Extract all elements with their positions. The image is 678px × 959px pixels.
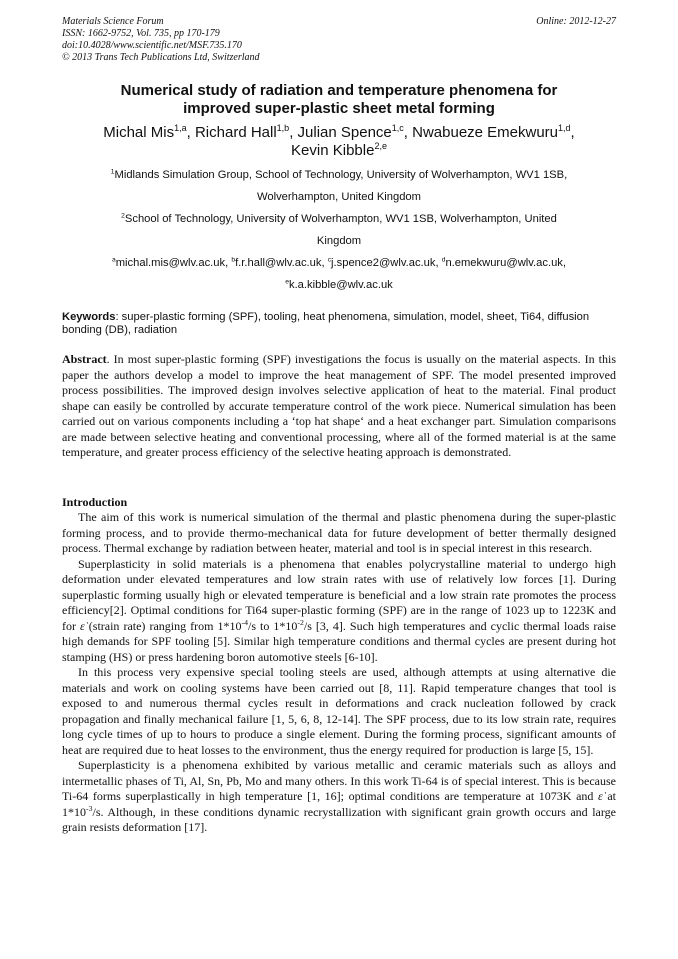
- email-marker: c: [327, 256, 332, 264]
- abstract-label: Abstract: [62, 352, 107, 366]
- affiliation-text: Midlands Simulation Group, School of Technology, University of Wolverhampton, WV1 1SB,: [114, 169, 568, 181]
- affiliation-text: School of Technology, University of Wolverhampton, WV1 1SB, Wolverhampton, United: [124, 213, 557, 225]
- journal-header: [62, 16, 616, 64]
- author-separator: ,: [403, 124, 413, 141]
- author: Julian Spence: [297, 124, 392, 141]
- intro-paragraph-1: The aim of this work is numerical simulation of the thermal and plastic phenomena during the super-plastic forming process, and to provide thermo-mechanical data for future development of better thermally designed process. Thermal exchange by radiation between heater, material and tool is in special interest in this research.: [62, 510, 616, 555]
- paragraph-text: /s [3, 4]. Such high temperatures and cyclic thermal loads raise high demands for SPF tooling [5]. Similar high temperature conditions and thermal cycles are present during hot stamping (HS) or press hardening boron automotive steels [6-10].: [62, 618, 616, 664]
- abstract-text: . In most super-plastic forming (SPF) investigations the focus is usually on the material aspects. In this paper the authors develop a model to improve the heat management of SPF. The model presented improved process possibilities. The improved design involves selective application of heat to the material. Final product shape can easily be controlled by accurate temperature control of the work piece. Numerical simulation has been carried out on various components including a ‘top hat shape‘ and a heat exchanger part. Simulation comparisons are made between selective heating and conventional processing, where all of the formed material is at the same temperature, and greater process efficiency of the selective heating approach is demonstrated.: [62, 352, 616, 459]
- introduction-heading: Introduction: [62, 495, 128, 509]
- strain-rate-symbol: ε̇: [80, 618, 85, 633]
- author: Michal Mis: [103, 124, 175, 141]
- affiliation-marker: 1: [110, 168, 115, 176]
- abstract-section: [62, 352, 616, 461]
- copyright-line: © 2013 Trans Tech Publications Ltd, Switzerland: [62, 52, 260, 63]
- journal-name: Materials Science Forum: [62, 16, 164, 27]
- paragraph-text: at 1*10: [62, 789, 616, 819]
- author-affil-marker: 1,c: [391, 123, 404, 133]
- keywords-section: [62, 311, 616, 337]
- paragraph-text: (strain rate) ranging from 1*10: [84, 618, 242, 633]
- exponent: -4: [241, 617, 248, 627]
- email-address[interactable]: j.spence2@wlv.ac.uk,: [331, 257, 442, 269]
- title-line-1: Numerical study of radiation and temperature phenomena for: [120, 82, 558, 99]
- email-marker: d: [441, 256, 446, 264]
- strain-rate-symbol: ε̇: [598, 789, 603, 803]
- author-affil-marker: 1,d: [558, 123, 571, 133]
- doi-line: doi:10.4028/www.scientific.net/MSF.735.170: [62, 40, 242, 51]
- issn-line: ISSN: 1662-9752, Vol. 735, pp 170-179: [62, 28, 220, 39]
- author: Richard Hall: [194, 124, 277, 141]
- author: Nwabueze Emekwuru: [412, 124, 559, 141]
- keywords-label: Keywords: [62, 311, 116, 323]
- affiliation-marker: 2: [121, 212, 125, 220]
- email-marker: a: [111, 256, 116, 264]
- paragraph-text: Superplasticity is a phenomena exhibited by various metallic and ceramic materials such as alloys and intermetallic phases of Ti, Al, Sn, Pb, Mo and many others. In this work Ti-64 is of special interest. This is because Ti-64 forms superplastically in high temperature [1, 16]; optimal conditions are temperature at 1073K and: [62, 758, 616, 803]
- paragraph-text: /s. Although, in these conditions dynamic recrystallization with significant grain growth occurs and large grain resists deformation [17].: [62, 804, 616, 834]
- paragraph-text: Superplasticity in solid materials is a phenomena that enables polycrystalline material to undergo high deformation under elevated temperatures and low strain rates with use of relatively low forces [1]. During superplastic forming usually high or elevated temperature is beneficial and a low strain rate promotes the process efficiency[2]. Optimal conditions for Ti64 super-plastic forming (SPF) are in the range of 1023 up to 1223K and for: [62, 556, 616, 633]
- email-address[interactable]: michal.mis@wlv.ac.uk,: [115, 257, 232, 269]
- intro-paragraph-2: [62, 557, 616, 666]
- keywords-text: : super-plastic forming (SPF), tooling, heat phenomena, simulation, model, sheet, Ti64, diffusion bonding (DB), radiation: [62, 311, 590, 336]
- affiliation-1: [62, 164, 616, 208]
- title-line-2: improved super-plastic sheet metal forming: [183, 100, 495, 117]
- author-separator: ,: [289, 124, 298, 141]
- email-address[interactable]: n.emekwuru@wlv.ac.uk,: [445, 257, 567, 269]
- author-affil-marker: 2,e: [374, 141, 387, 151]
- introduction-section: [62, 510, 616, 836]
- email-list: [62, 252, 616, 296]
- exponent: -3: [86, 803, 93, 813]
- exponent: -2: [297, 617, 304, 627]
- affiliation-text: Kingdom: [316, 235, 362, 247]
- email-address[interactable]: f.r.hall@wlv.ac.uk,: [235, 257, 328, 269]
- affiliation-text: Wolverhampton, United Kingdom: [257, 191, 421, 203]
- intro-paragraph-3: In this process very expensive special tooling steels are used, although attempts at using alternative die materials and work on cooling systems have been carried out [8, 11]. Rapid temperature changes that tool is exposed to and numerous thermal cycles result in deformations and crack nucleation followed by crack propagation and finally mechanical failure [1, 5, 6, 8, 12-14]. The SPF process, due to its low strain rate, requires long cycle times of up to hours to produce a single element. During the forming process, significant amounts of heat are required due to heat losses to the environment, thus the energy required for production is large [5, 15].: [62, 665, 616, 757]
- affiliation-2: [62, 208, 616, 252]
- online-date: Online: 2012-12-27: [536, 16, 616, 27]
- email-marker: b: [231, 256, 236, 264]
- paper-title: [62, 82, 616, 118]
- author-separator: ,: [570, 124, 575, 141]
- author: Kevin Kibble: [291, 142, 375, 159]
- email-address[interactable]: k.a.kibble@wlv.ac.uk: [288, 279, 393, 291]
- intro-paragraph-4: [62, 758, 616, 836]
- author-separator: ,: [186, 124, 195, 141]
- author-affil-marker: 1,a: [174, 123, 187, 133]
- email-marker: e: [285, 278, 289, 286]
- author-list: [62, 124, 616, 160]
- author-affil-marker: 1,b: [276, 123, 290, 133]
- paragraph-text: /s to 1*10: [247, 618, 298, 633]
